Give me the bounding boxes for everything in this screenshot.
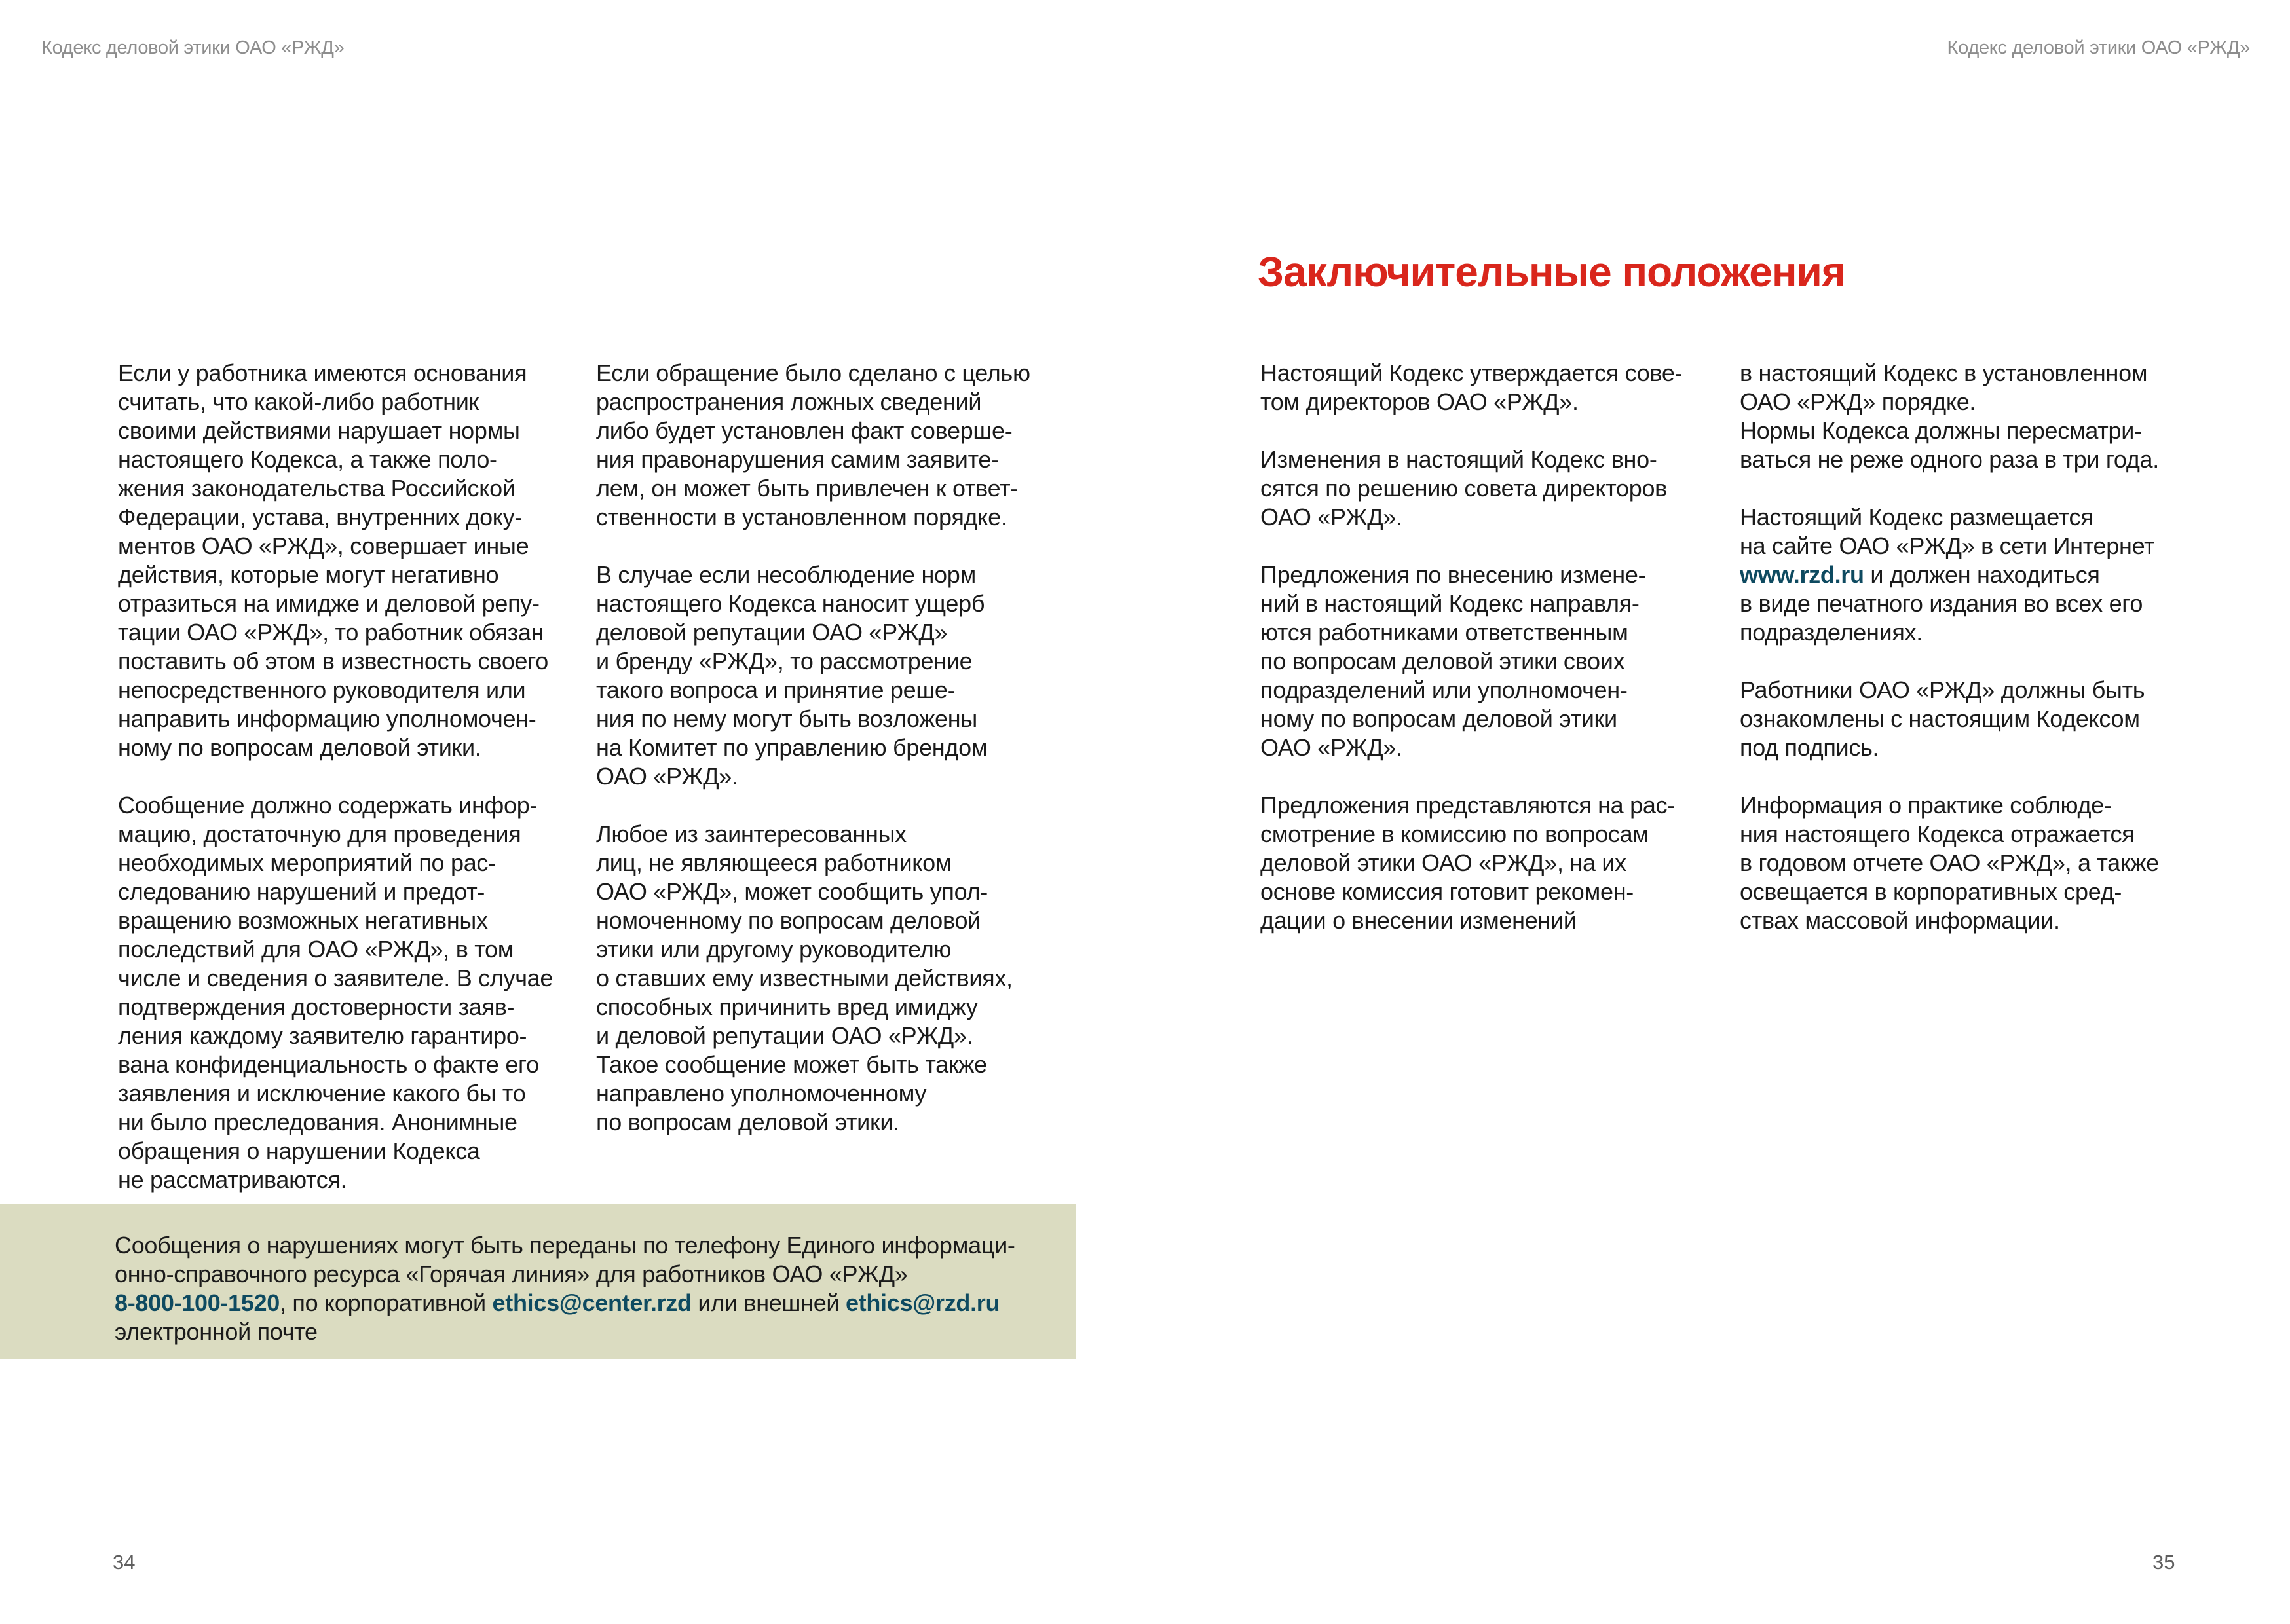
section-heading: Заключительные положения (1258, 248, 1846, 295)
notice-text-part: Сообщения о нарушениях могут быть переданы по телефону Единого информаци- онно-справочного ресурса «Горячая линия» для работников ОАО «РЖД» (115, 1232, 1015, 1287)
page-number-right: 35 (2152, 1551, 2175, 1574)
paragraph: Любое из заинтересованных лиц, не являющееся работником ОАО «РЖД», может сообщить упол- номоченному по вопросам деловой этики или другому руководителю о ставших ему известными действиях, способных причинить вред имиджу и деловой репутации ОАО «РЖД». Такое сообщение может быть также направлено уполномоченному по вопросам деловой этики. (596, 821, 1013, 1135)
column-4 (1740, 359, 2214, 964)
running-header-right: Кодекс деловой этики ОАО «РЖД» (1947, 37, 2250, 58)
paragraph: Работники ОАО «РЖД» должны быть ознакомлены с настоящим Кодексом под подпись. (1740, 676, 2145, 761)
corporate-email-link[interactable]: ethics@center.rzd (492, 1289, 692, 1316)
paragraph (1740, 503, 2214, 647)
notice-box (0, 1204, 1076, 1359)
column-1 (118, 359, 592, 1223)
page-number-left: 34 (113, 1551, 136, 1574)
notice-text (115, 1231, 1071, 1346)
paragraph-text: Настоящий Кодекс размещается на сайте ОАО «РЖД» в сети Интернет (1740, 504, 2155, 559)
column-3 (1260, 359, 1735, 964)
running-header-left: Кодекс деловой этики ОАО «РЖД» (41, 37, 345, 58)
notice-text-part: или внешней (691, 1289, 846, 1316)
notice-text-part: электронной почте (115, 1318, 318, 1345)
paragraph: Если у работника имеются основания считать, что какой-либо работник своими действиями нарушает нормы настоящего Кодекса, а также поло- жения законодательства Российской Федерации, устава, внутренних доку- ментов ОАО «РЖД», совершает иные действия, которые могут негативно отразиться на имидже и деловой репу- тации ОАО «РЖД», то работник обязан поставить об этом в известность своего непосредственного руководителя или направить информацию уполномочен- ному по вопросам деловой этики. (118, 360, 549, 761)
paragraph: в настоящий Кодекс в установленном ОАО «РЖД» порядке. Нормы Кодекса должны пересматри- ваться не реже одного раза в три года. (1740, 360, 2159, 473)
column-2 (596, 359, 1070, 1166)
external-email-link[interactable]: ethics@rzd.ru (845, 1289, 1000, 1316)
rzd-website-link[interactable]: www.rzd.ru (1740, 561, 1864, 588)
paragraph: Сообщение должно содержать инфор- мацию, достаточную для проведения необходимых мероприятий по рас- следованию нарушений и предот- вращению возможных негативных последствий для ОАО «РЖД», в том числе и сведения о заявителе. В случае подтверждения достоверности заяв- ления каждому заявителю гарантиро- вана конфиденциальность о факте его заявления и исключение какого бы то ни было преследования. Анонимные обращения о нарушении Кодекса не рассматриваются. (118, 792, 554, 1193)
paragraph: В случае если несоблюдение норм настоящего Кодекса наносит ущерб деловой репутации ОАО «РЖД» и бренду «РЖД», то рассмотрение такого вопроса и принятие реше- ния по нему могут быть возложены на Комитет по управлению брендом ОАО «РЖД». (596, 561, 988, 790)
paragraph: Если обращение было сделано с целью распространения ложных сведений либо будет установлен факт соверше- ния правонарушения самим заявите- лем, он может быть привлечен к ответ- ственности в установленном порядке. (596, 360, 1030, 530)
paragraph: Изменения в настоящий Кодекс вно- сятся по решению совета директоров ОАО «РЖД». (1260, 446, 1667, 530)
paragraph: Предложения по внесению измене- ний в настоящий Кодекс направля- ются работниками ответственным по вопросам деловой этики своих подразделений или уполномочен- ному по вопросам деловой этики ОАО «РЖД». (1260, 561, 1646, 761)
paragraph-text: и должен находиться в виде печатного издания во всех его подразделениях. (1740, 561, 2143, 646)
paragraph: Настоящий Кодекс утверждается сове- том директоров ОАО «РЖД». (1260, 360, 1683, 415)
paragraph: Информация о практике соблюде- ния настоящего Кодекса отражается в годовом отчете ОАО «РЖД», а также освещается в корпоративных сред- ствах массовой информации. (1740, 792, 2159, 934)
notice-text-part: , по корпоративной (280, 1289, 493, 1316)
hotline-phone-number[interactable]: 8-800-100-1520 (115, 1289, 280, 1316)
paragraph: Предложения представляются на рас- смотрение в комиссию по вопросам деловой этики ОАО «РЖД», на их основе комиссия готовит рекомен- дации о внесении изменений (1260, 792, 1675, 934)
